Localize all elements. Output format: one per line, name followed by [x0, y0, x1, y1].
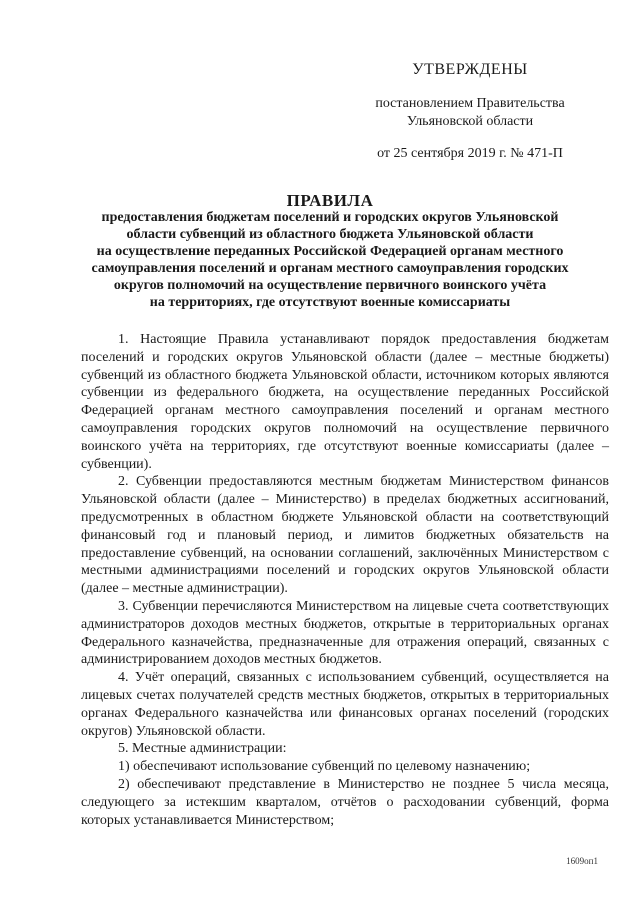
subtitle-line: самоуправления поселений и органам местного самоуправления городских [91, 261, 569, 276]
subtitle-line: предоставления бюджетам поселений и городских округов Ульяновской [101, 210, 559, 225]
document-subtitle [60, 209, 600, 311]
paragraph-5-item-1: 1) обеспечивают использование субвенций по целевому назначению; [118, 759, 531, 775]
paragraph-4: 4. Учёт операций, связанных с использованием субвенций, осуществляется на лицевых счетах получателей средств местных бюджетов, открытых в территориальных органах Федерального казначейства или финансовых органах поселений (городских округов) Ульяновской области. [81, 670, 609, 739]
approval-title: УТВЕРЖДЕНЫ [412, 61, 528, 78]
approval-line-1: постановлением Правительства [375, 96, 565, 111]
paragraph-1: 1. Настоящие Правила устанавливают порядок предоставления бюджетам поселений и городских округов Ульяновской области (далее – местные бюджеты) субвенций из областного бюджета Ульяновской области, источником которых являются субвенции из федерального бюджета, на осуществление переданных Российской Федерацией органам местного самоуправления поселений и органам местного самоуправления городских округов полномочий на осуществление первичного воинского учёта на территориях, где отсутствуют военные комиссариаты (далее – субвенции). [81, 332, 609, 472]
document-body [81, 331, 609, 829]
paragraph-2: 2. Субвенции предоставляются местным бюджетам Министерством финансов Ульяновской области (далее – Министерство) в пределах бюджетных ассигнований, предусмотренных в областном бюджете Ульяновской области на соответствующий финансовый год и плановый период, и лимитов бюджетных обязательств на предоставление субвенций, на основании соглашений, заключённых Министерством с местными администрациями поселений и городских округов Ульяновской области (далее – местные администрации). [81, 474, 609, 597]
subtitle-line: округов полномочий на осуществление первичного воинского учёта [113, 278, 547, 293]
subtitle-line: на территориях, где отсутствуют военные комиссариаты [149, 295, 511, 310]
document-footer-code: 1609оп1 [566, 856, 598, 866]
paragraph-5: 5. Местные администрации: [118, 741, 287, 757]
paragraph-5-item-2: 2) обеспечивают представление в Министерство не позднее 5 числа месяца, следующего за истекшим кварталом, отчётов о расходовании субвенций, форма которых устанавливается Министерством; [81, 776, 609, 828]
approval-line-2: Ульяновской области [406, 114, 534, 129]
document-title: ПРАВИЛА [286, 191, 374, 210]
subtitle-line: на осуществление переданных Российской Федерацией органам местного [96, 244, 564, 259]
subtitle-line: области субвенций из областного бюджета Ульяновской области [126, 227, 534, 242]
approval-line-3: от 25 сентября 2019 г. № 471-П [377, 146, 563, 161]
paragraph-3: 3. Субвенции перечисляются Министерством на лицевые счета соответствующих администраторов доходов местных бюджетов, открытые в территориальных органах Федерального казначейства, предназначенные для отражения операций, связанных с администрированием доходов местных бюджетов. [81, 598, 609, 668]
